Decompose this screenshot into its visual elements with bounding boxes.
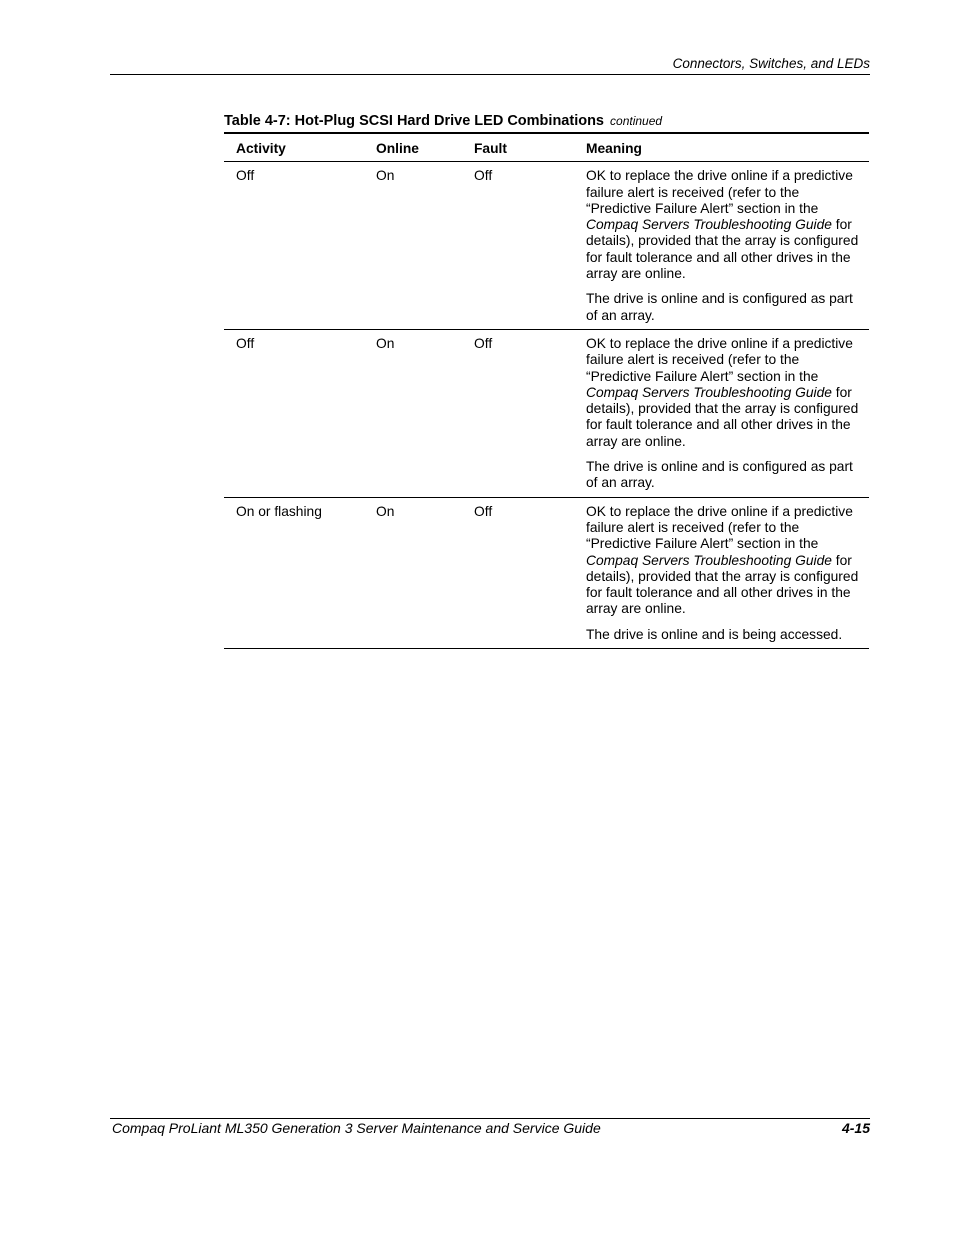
table-row <box>224 329 869 497</box>
cell-meaning <box>574 497 869 648</box>
cell-activity: Off <box>224 329 364 497</box>
meaning-status: The drive is online and is being accessed. <box>586 626 843 642</box>
meaning-paragraph <box>586 336 863 450</box>
footer-divider <box>110 1118 870 1119</box>
table-header-row <box>224 133 869 162</box>
table-continued-label: continued <box>610 114 663 128</box>
guide-reference: Compaq Servers Troubleshooting Guide <box>586 384 832 400</box>
column-header-meaning: Meaning <box>574 133 869 162</box>
column-header-activity: Activity <box>224 133 364 162</box>
cell-activity: Off <box>224 162 364 330</box>
cell-meaning <box>574 162 869 330</box>
table-title: Table 4-7: Hot-Plug SCSI Hard Drive LED Combinations <box>224 113 604 129</box>
meaning-text: for details), provided that the array is configured for fault tolerance and all other drives in the array are online. <box>586 384 859 449</box>
meaning-text: OK to replace the drive online if a predictive failure alert is received (refer to the “Predictive Failure Alert” section in the <box>586 503 853 552</box>
cell-fault: Off <box>462 162 574 330</box>
meaning-status: The drive is online and is configured as part of an array. <box>586 459 853 491</box>
cell-fault: Off <box>462 329 574 497</box>
meaning-status: The drive is online and is configured as part of an array. <box>586 291 853 323</box>
footer-guide-title: Compaq ProLiant ML350 Generation 3 Server Maintenance and Service Guide <box>112 1120 601 1136</box>
table-row <box>224 497 869 648</box>
cell-meaning <box>574 329 869 497</box>
guide-reference: Compaq Servers Troubleshooting Guide <box>586 552 832 568</box>
meaning-text: OK to replace the drive online if a predictive failure alert is received (refer to the “Predictive Failure Alert” section in the <box>586 168 853 216</box>
cell-fault: Off <box>462 497 574 648</box>
meaning-text: for details), provided that the array is configured for fault tolerance and all other drives in the array are online. <box>586 217 859 282</box>
table-row <box>224 162 869 330</box>
page-number: 4-15 <box>841 1120 870 1136</box>
table-caption <box>224 113 662 129</box>
running-header: Connectors, Switches, and LEDs <box>672 56 870 71</box>
column-header-online: Online <box>364 133 462 162</box>
guide-reference: Compaq Servers Troubleshooting Guide <box>586 217 832 233</box>
cell-online: On <box>364 162 462 330</box>
meaning-paragraph <box>586 504 863 618</box>
meaning-text: OK to replace the drive online if a predictive failure alert is received (refer to the “Predictive Failure Alert” section in the <box>586 335 853 384</box>
cell-online: On <box>364 329 462 497</box>
header-divider <box>110 74 870 75</box>
meaning-paragraph <box>586 168 863 282</box>
meaning-text: for details), provided that the array is configured for fault tolerance and all other drives in the array are online. <box>586 552 859 617</box>
led-combinations-table <box>224 132 869 649</box>
cell-online: On <box>364 497 462 648</box>
cell-activity: On or flashing <box>224 497 364 648</box>
column-header-fault: Fault <box>462 133 574 162</box>
